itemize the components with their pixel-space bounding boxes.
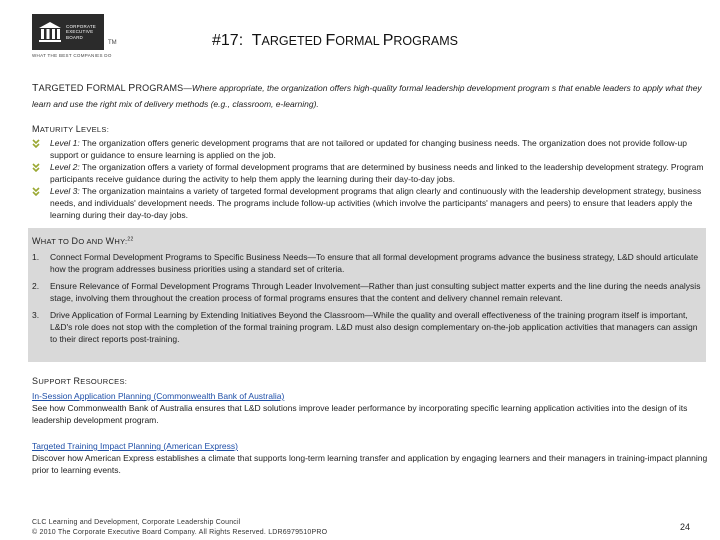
resource-link-commonwealth-bank[interactable]: In-Session Application Planning (Commonwealth Bank of Australia) bbox=[32, 391, 285, 401]
logo-wordmark: CORPORATE EXECUTIVE BOARD bbox=[66, 23, 96, 40]
maturity-level-item: Level 2: The organization offers a variety of formal development programs that are determined by business needs and linked to the leadership development strategy. Program participants receive guidance during the activity to help them apply the learning during their day-to-day jobs. bbox=[32, 161, 712, 185]
columns-building-icon bbox=[37, 20, 63, 44]
what-to-do-box bbox=[28, 228, 706, 362]
footer-copyright: CLC Learning and Development, Corporate Leadership Council © 2010 The Corporate Executive Board Company. All Rights Reserved. LDR6979510PRO bbox=[32, 519, 328, 536]
definition-term: TARGETED FORMAL PROGRAMS bbox=[32, 82, 184, 94]
recommendation-item: 2. Ensure Relevance of Formal Development Programs Through Leader Involvement—Rather than just consulting subject matter experts and the line during the needs analysis stage, involving them throughout the creation process of formal programs ensures that the content and delivery channel remain relevant. bbox=[32, 281, 701, 303]
page-number: 24 bbox=[680, 522, 691, 532]
maturity-level-item: Level 3: The organization maintains a variety of targeted formal development programs that align clearly and continuously with the leadership development strategy, business needs, and individuals' development needs. The programs include follow-up activities (which involve the participants' managers and peers) to ensure that leaders apply the learning during their day-to-day jobs. bbox=[32, 185, 712, 221]
support-resources-heading: SUPPORT RESOURCES: bbox=[32, 376, 128, 386]
resource-description: See how Commonwealth Bank of Australia ensures that L&D solutions improve leader performance by incorporating specific learning application activities into the design of its leadership development program. bbox=[32, 403, 688, 425]
resource-entry bbox=[32, 390, 712, 426]
recommendation-item: 1. Connect Formal Development Programs to Specific Business Needs—To ensure that all formal development programs advance the business strategy, L&D should articulate how the program addresses business priorities using a standard set of criteria. bbox=[32, 252, 699, 274]
chevron-down-bullet-icon bbox=[32, 163, 40, 172]
footnote-ref: 22 bbox=[127, 236, 134, 243]
page-title: #17: TARGETED FORMAL PROGRAMS bbox=[212, 32, 458, 49]
chevron-down-bullet-icon bbox=[32, 139, 40, 148]
logo-tagline: WHAT THE BEST COMPANIES DO bbox=[32, 53, 112, 58]
resource-link-american-express[interactable]: Targeted Training Impact Planning (American Express) bbox=[32, 441, 238, 451]
maturity-level-item: Level 1: The organization offers generic development programs that are not tailored or updated for changing business needs. The organization does not provide follow-up support or guidance to ensure learning is applied on the job. bbox=[32, 137, 712, 161]
trademark-mark: TM bbox=[108, 40, 117, 46]
title-number: #17: bbox=[212, 32, 244, 49]
company-logo bbox=[32, 14, 104, 50]
recommendation-list bbox=[32, 251, 702, 345]
what-to-do-heading: WHAT TO DO AND WHY:$^{22}$ bbox=[32, 236, 134, 246]
support-resources-section bbox=[32, 376, 712, 490]
maturity-levels-section bbox=[32, 124, 712, 221]
definition-text: Where appropriate, the organization offers high-quality formal leadership development program s that enable leaders to apply what they learn and use the right mix of delivery methods (e.g., classroom, e-learning). bbox=[32, 83, 702, 109]
definition-paragraph: TARGETED FORMAL PROGRAMS—Where appropriate, the organization offers high-quality formal leadership development program s that enable leaders to apply what they learn and use the right mix of delivery methods (e.g., classroom, e-learning). bbox=[32, 82, 702, 109]
resource-entry bbox=[32, 440, 712, 476]
maturity-level-list bbox=[32, 137, 712, 221]
chevron-down-bullet-icon bbox=[32, 187, 40, 196]
maturity-levels-heading: MATURITY LEVELS: bbox=[32, 124, 110, 134]
recommendation-item: 3. Drive Application of Formal Learning by Extending Initiatives Beyond the Classroom—While the quality and overall effectiveness of the training program itself is important, L&D's role does not stop with the completion of the formal training program. L&D must also design complementary on-the-job application activities that managers can assign to their direct reports post-training. bbox=[32, 310, 698, 344]
resource-description: Discover how American Express establishes a climate that supports long-term learning transfer and application by engaging learners and their managers in training-impact planning prior to learning events. bbox=[32, 453, 708, 475]
